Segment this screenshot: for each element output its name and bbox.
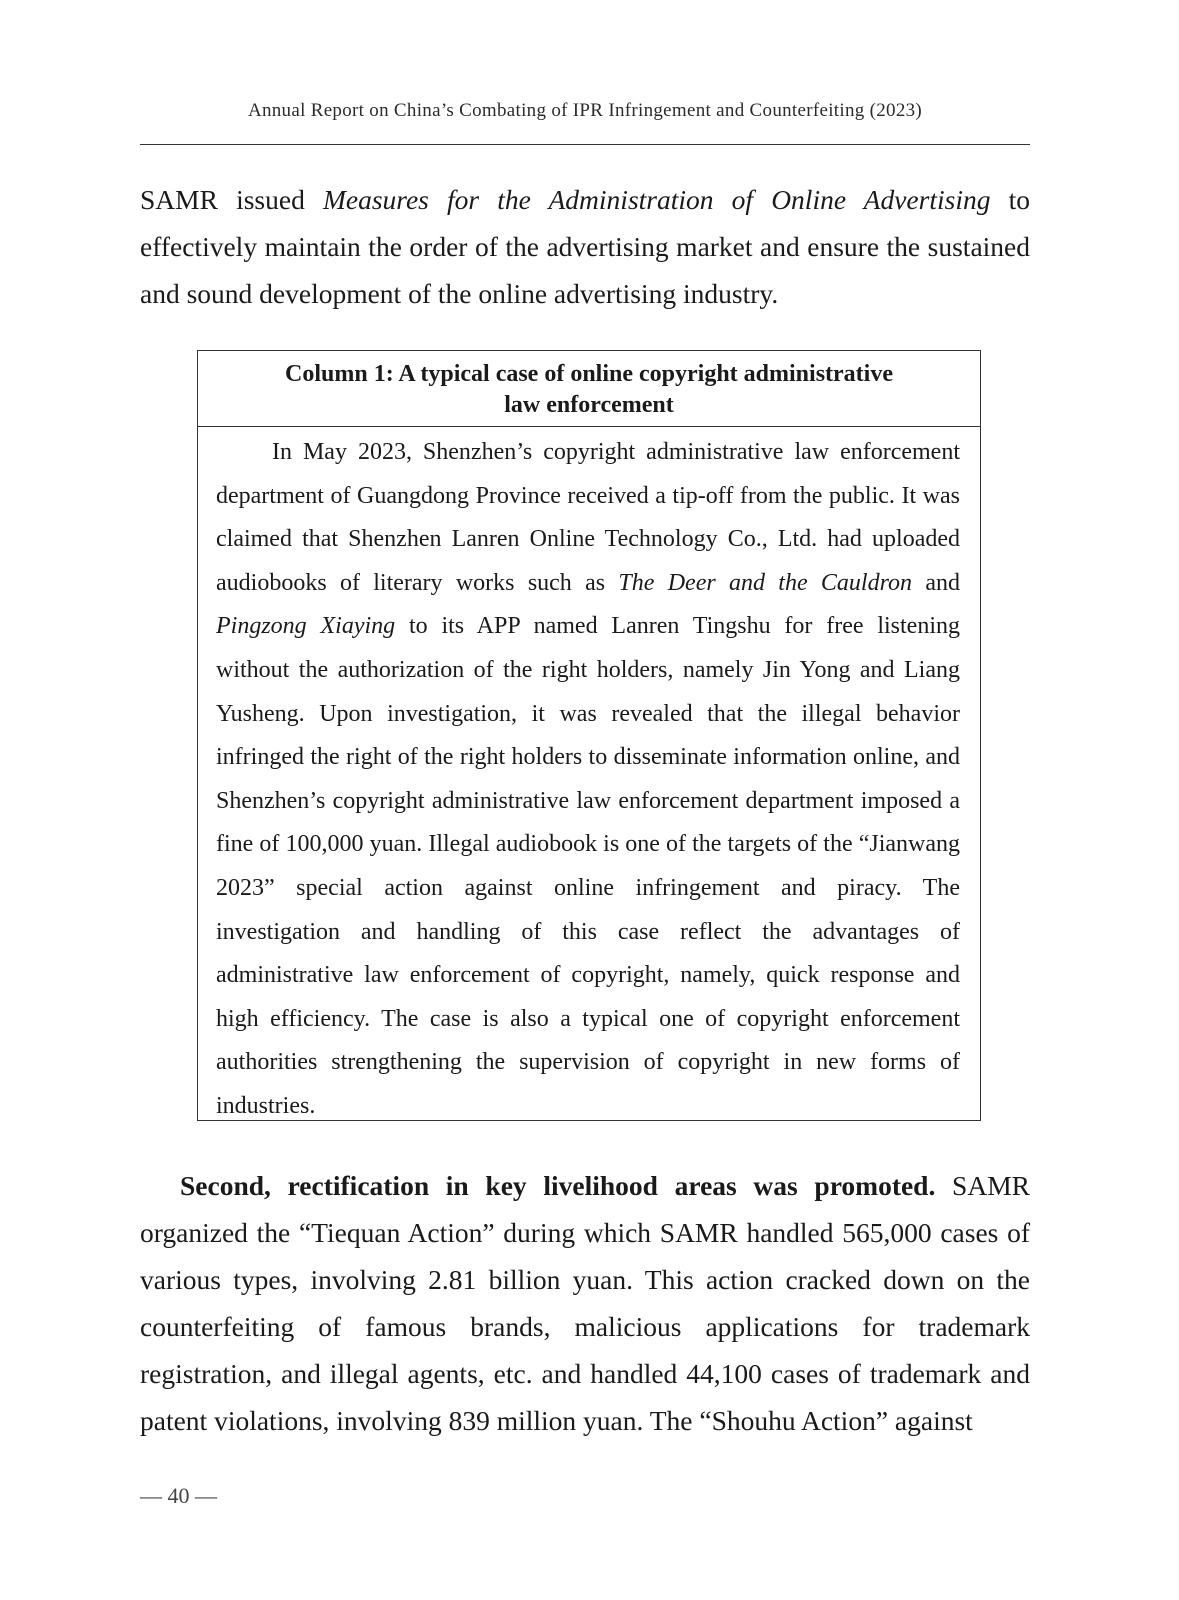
header-rule xyxy=(140,144,1030,145)
column-body-part-1: In May 2023, Shenzhen’s copyright administrative law enforcement department of Guangdong Province received a tip-off from the public. It was claimed that Shenzhen Lanren Online Technology Co., Ltd. had uploaded audiobooks of literary works such as xyxy=(216,439,960,596)
column-title xyxy=(198,351,980,427)
column-box xyxy=(197,350,981,1121)
running-header: Annual Report on China’s Combating of IPR Infringement and Counterfeiting (2023) xyxy=(247,100,923,121)
column-body-part-2: and xyxy=(912,569,961,596)
page-number: — 40 — xyxy=(140,1483,217,1508)
measures-title: Measures for the Administration of Online Advertising xyxy=(322,184,991,215)
column-title-line-2: law enforcement xyxy=(504,392,674,418)
column-title-line-1: Column 1: A typical case of online copyright administrative xyxy=(285,361,893,387)
paragraph-rest: to effectively maintain the order of the advertising market and ensure the sustained and sound development of the online advertising industry. xyxy=(140,184,1030,309)
paragraph-livelihood-rectification xyxy=(140,1162,1030,1444)
paragraph-lead: SAMR issued xyxy=(140,184,323,215)
paragraph-bold-lead: Second, rectification in key livelihood areas was promoted. xyxy=(180,1170,936,1201)
column-body-part-3: to its APP named Lanren Tingshu for free listening without the authorization of the right holders, namely Jin Yong and Liang Yusheng. Upon investigation, it was revealed that the illegal behavior infringed the right of the right holders to disseminate information online, and Shenzhen’s copyright administrative law enforcement department imposed a fine of 100,000 yuan. Illegal audiobook is one of the targets of the “Jianwang 2023” special action against online infringement and piracy. The investigation and handling of this case reflect the advantages of administrative law enforcement of copyright, namely, quick response and high efficiency. The case is also a typical one of copyright enforcement authorities strengthening the supervision of copyright in new forms of industries. xyxy=(216,613,960,1119)
paragraph-online-advertising xyxy=(140,176,1030,317)
work-title-pingzong-xiaying: Pingzong Xiaying xyxy=(216,613,396,640)
paragraph-rest: SAMR organized the “Tiequan Action” during which SAMR handled 565,000 cases of various types, involving 2.81 billion yuan. This action cracked down on the counterfeiting of famous brands, malicious applications for trademark registration, and illegal agents, etc. and handled 44,100 cases of trademark and patent violations, involving 839 million yuan. The “Shouhu Action” against xyxy=(140,1170,1030,1436)
column-body xyxy=(198,427,980,1129)
work-title-deer-cauldron: The Deer and the Cauldron xyxy=(618,569,913,596)
